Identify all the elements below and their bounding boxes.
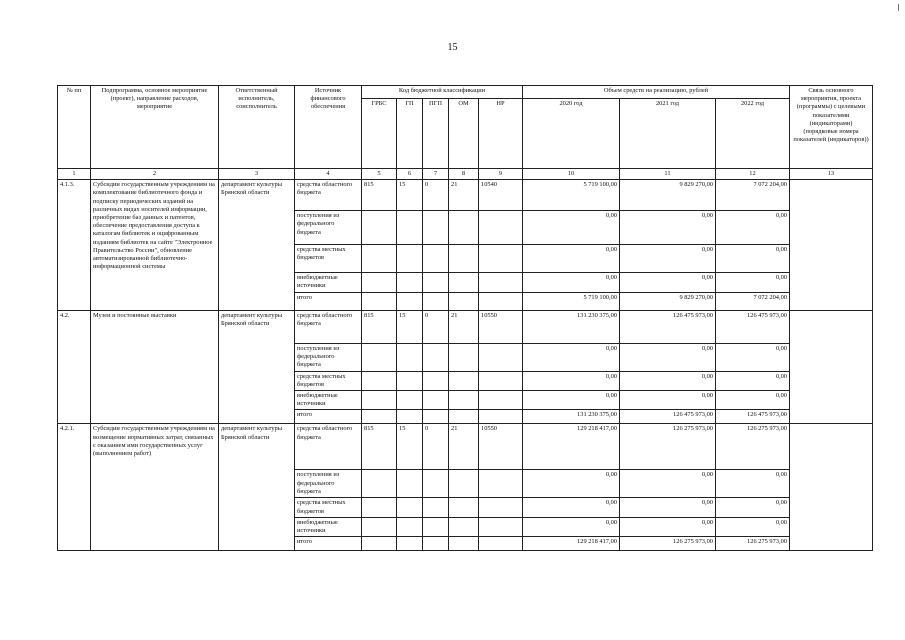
amount-2022: 0,00 [716, 371, 790, 390]
amount-2020: 129 218 417,00 [523, 424, 620, 470]
item-number: 4.2. [58, 310, 91, 424]
source-federal: поступления из федерального бюджета [295, 343, 362, 371]
amount-2021: 126 275 973,00 [620, 424, 716, 470]
source-extra: внебюджетные источники [295, 517, 362, 536]
col-number: 12 [716, 169, 790, 180]
header-col-budget-code: Код бюджетной классификации [362, 86, 523, 99]
col-number: 9 [479, 169, 523, 180]
source-extra: внебюджетные источники [295, 273, 362, 292]
amount-2022: 126 275 973,00 [716, 424, 790, 470]
source-total: итого [295, 292, 362, 310]
amount-2020: 5 719 100,00 [523, 180, 620, 211]
col-number: 3 [219, 169, 295, 180]
code-nr: 10540 [479, 180, 523, 211]
code-nr: 10550 [479, 310, 523, 343]
header-col-volume: Объем средств на реализацию, рублей [523, 86, 790, 99]
item-responsible: департамент культуры Брянской области [219, 180, 295, 310]
amount-2020: 0,00 [523, 498, 620, 517]
source-total: итого [295, 410, 362, 424]
item-responsible: департамент культуры Брянской области [219, 424, 295, 551]
amount-2021: 0,00 [620, 273, 716, 292]
header-2020: 2020 год [523, 99, 620, 169]
budget-table [57, 85, 873, 551]
page-edge-mark [898, 4, 899, 11]
source-regional: средства областного бюджета [295, 424, 362, 470]
item-name: Музеи и постоянные выставки [91, 310, 219, 424]
amount-2021: 0,00 [620, 390, 716, 409]
code-om: 21 [449, 180, 479, 211]
total-2020: 129 218 417,00 [523, 537, 620, 551]
total-2022: 126 475 973,00 [716, 410, 790, 424]
source-regional: средства областного бюджета [295, 310, 362, 343]
table-body [58, 180, 873, 551]
amount-2020: 0,00 [523, 517, 620, 536]
amount-2020: 131 230 375,00 [523, 310, 620, 343]
code-gp: 15 [397, 310, 423, 343]
amount-2021: 0,00 [620, 517, 716, 536]
source-local: средства местных бюджетов [295, 498, 362, 517]
source-regional: средства областного бюджета [295, 180, 362, 211]
code-pgp: 0 [423, 424, 449, 470]
amount-2021: 0,00 [620, 498, 716, 517]
item-number: 4.2.1. [58, 424, 91, 551]
page-number: 15 [447, 42, 458, 53]
table-row [58, 180, 873, 211]
total-2022: 126 275 973,00 [716, 537, 790, 551]
source-total: итого [295, 537, 362, 551]
amount-2020: 0,00 [523, 273, 620, 292]
table-header [58, 86, 873, 180]
total-2021: 9 829 270,00 [620, 292, 716, 310]
header-col-subprogram: Подпрограмма, основное мероприятие (проект), направление расходов, мероприятие [91, 86, 219, 169]
code-gp: 15 [397, 180, 423, 211]
header-col-num: № пп [58, 86, 91, 169]
amount-2022: 0,00 [716, 517, 790, 536]
amount-2022: 0,00 [716, 245, 790, 273]
item-name: Субсидии государственным учреждениям на возмещение нормативных затрат, связанных с оказанием ими государственных услуг (выполнением работ) [91, 424, 219, 551]
col-number: 13 [790, 169, 873, 180]
amount-2020: 0,00 [523, 211, 620, 245]
table-row [58, 424, 873, 470]
header-col-source: Источник финансового обеспечения [295, 86, 362, 169]
header-2022: 2022 год [716, 99, 790, 169]
amount-2022: 0,00 [716, 390, 790, 409]
table-row [58, 310, 873, 343]
amount-2020: 0,00 [523, 470, 620, 498]
col-number: 8 [449, 169, 479, 180]
header-nr: НР [479, 99, 523, 169]
total-2021: 126 275 973,00 [620, 537, 716, 551]
column-number-row [58, 169, 873, 180]
col-number: 11 [620, 169, 716, 180]
amount-2021: 0,00 [620, 245, 716, 273]
header-gp: ГП [397, 99, 423, 169]
amount-2022: 0,00 [716, 498, 790, 517]
source-extra: внебюджетные источники [295, 390, 362, 409]
amount-2021: 0,00 [620, 371, 716, 390]
item-responsible: департамент культуры Брянской области [219, 310, 295, 424]
amount-2021: 126 475 973,00 [620, 310, 716, 343]
source-federal: поступления из федерального бюджета [295, 470, 362, 498]
col-number: 5 [362, 169, 397, 180]
source-local: средства местных бюджетов [295, 371, 362, 390]
header-om: ОМ [449, 99, 479, 169]
code-pgp: 0 [423, 180, 449, 211]
source-local: средства местных бюджетов [295, 245, 362, 273]
total-2020: 5 719 100,00 [523, 292, 620, 310]
amount-2020: 0,00 [523, 245, 620, 273]
col-number: 6 [397, 169, 423, 180]
amount-2021: 0,00 [620, 211, 716, 245]
item-name: Субсидии государственным учреждениям на комплектование библиотечного фонда и подписку периодических изданий на различных видах носителей информации, приобретение баз данных и патентов, обеспечение предоставления доступа к каталогам библиотек и оцифрованным изданиям библиотек на сайте "Электронное Правительство России", обновление автоматизированной библиотечно-информационной системы [91, 180, 219, 310]
total-2021: 126 475 973,00 [620, 410, 716, 424]
total-2022: 7 072 204,00 [716, 292, 790, 310]
code-grbs: 815 [362, 424, 397, 470]
code-gp: 15 [397, 424, 423, 470]
amount-2022: 126 475 973,00 [716, 310, 790, 343]
indicator-link [790, 424, 873, 551]
amount-2022: 0,00 [716, 470, 790, 498]
amount-2021: 0,00 [620, 470, 716, 498]
amount-2021: 0,00 [620, 343, 716, 371]
amount-2022: 7 072 204,00 [716, 180, 790, 211]
header-grbs: ГРБС [362, 99, 397, 169]
indicator-link [790, 180, 873, 310]
code-grbs: 815 [362, 180, 397, 211]
header-col-responsible: Ответственный исполнитель, соисполнитель [219, 86, 295, 169]
amount-2020: 0,00 [523, 371, 620, 390]
col-number: 4 [295, 169, 362, 180]
col-number: 1 [58, 169, 91, 180]
amount-2022: 0,00 [716, 211, 790, 245]
code-om: 21 [449, 310, 479, 343]
code-pgp: 0 [423, 310, 449, 343]
amount-2020: 0,00 [523, 343, 620, 371]
source-federal: поступления из федерального бюджета [295, 211, 362, 245]
col-number: 2 [91, 169, 219, 180]
amount-2022: 0,00 [716, 273, 790, 292]
amount-2022: 0,00 [716, 343, 790, 371]
total-2020: 131 230 375,00 [523, 410, 620, 424]
code-grbs: 815 [362, 310, 397, 343]
code-nr: 10550 [479, 424, 523, 470]
indicator-link [790, 310, 873, 424]
amount-2021: 9 829 270,00 [620, 180, 716, 211]
item-number: 4.1.3. [58, 180, 91, 310]
header-col-link: Связь основного мероприятия, проекта (программы) с целевыми показателями (индикаторами) (порядковые номера показателей (индикаторов)) [790, 86, 873, 169]
col-number: 7 [423, 169, 449, 180]
header-2021: 2021 год [620, 99, 716, 169]
header-pgp: ПГП [423, 99, 449, 169]
code-om: 21 [449, 424, 479, 470]
amount-2020: 0,00 [523, 390, 620, 409]
col-number: 10 [523, 169, 620, 180]
